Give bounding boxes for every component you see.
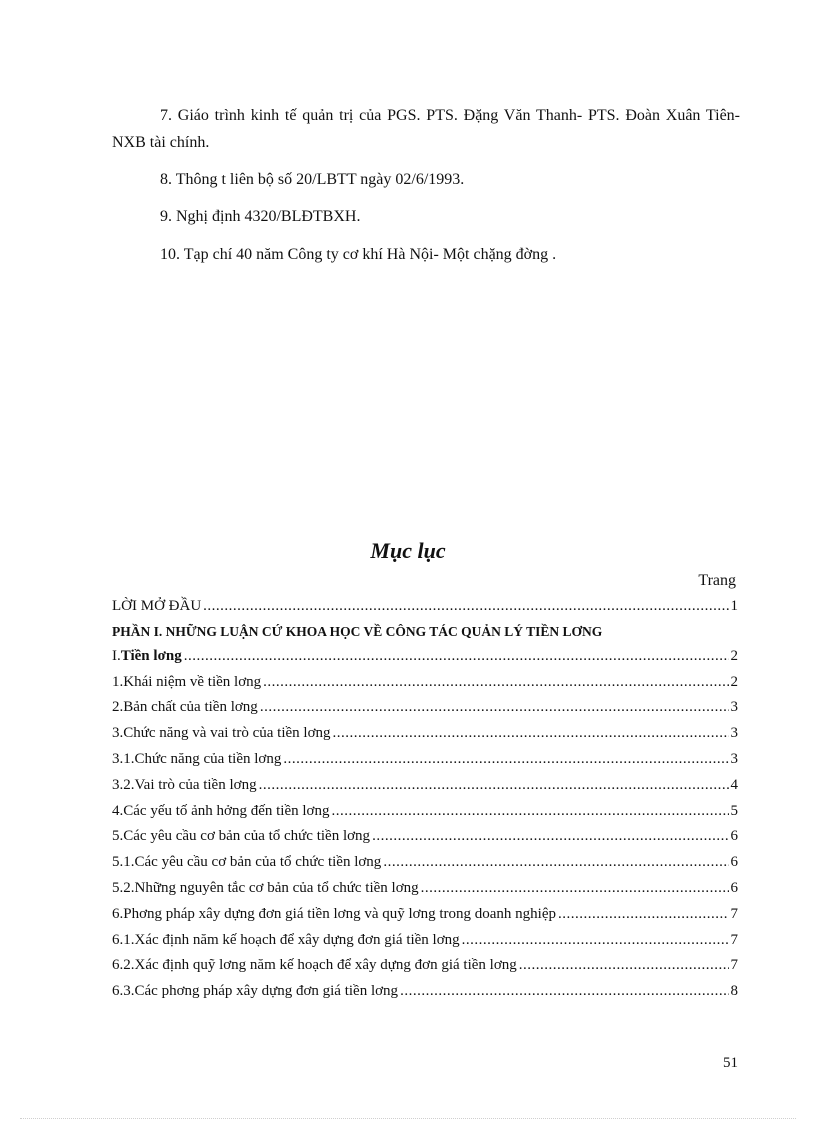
dot-leader [184,648,729,665]
toc-entry [112,983,738,1009]
toc-entry-page: 8 [730,983,738,1000]
toc-part-heading: PHẦN I. NHỮNG LUẬN CỨ KHOA HỌC VỀ CÔNG TÁC QUẢN LÝ TIỀN LƠNG [112,623,603,639]
toc-entry-label: 5.2.Những nguyên tắc cơ bản của tổ chức tiền lơng [112,879,419,896]
reference-9: 9. Nghị định 4320/BLĐTBXH. [160,208,361,225]
toc-entry-label: 6.1.Xác định năm kế hoạch để xây dựng đơn giá tiền lơng [112,931,460,948]
toc-entry-label [112,648,182,665]
toc-entry-page: 2 [730,647,738,664]
toc-entry-label: 3.Chức năng và vai trò của tiền lơng [112,725,331,742]
dot-leader [263,674,728,691]
toc-entry-page: 3 [730,725,738,742]
toc-entry-label: 6.Phơng pháp xây dựng đơn giá tiền lơng và quỹ lơng trong doanh nghiệp [112,905,556,922]
dot-leader [383,854,728,871]
toc-entry-label: 6.3.Các phơng pháp xây dựng đơn giá tiền lơng [112,983,399,1000]
section-prefix: I. [112,647,121,664]
toc-entry [112,803,738,829]
toc-entry-label: 3.1.Chức năng của tiền lơng [112,750,282,767]
dot-leader [333,725,729,742]
toc-entry-label: 6.2.Xác định quỹ lơng năm kế hoạch để xây dựng đơn giá tiền lơng [112,957,517,974]
toc-entry-label: 3.2.Vai trò của tiền lơng [112,776,257,793]
toc-entry-page: 7 [730,931,738,948]
dot-leader [421,880,729,897]
toc-entry-page: 2 [730,673,738,690]
toc-entry-page: 3 [730,750,738,767]
reference-7: 7. Giáo trình kinh tế quản trị của PGS. PTS. Đặng Văn Thanh- PTS. Đoàn Xuân Tiên- NXB tài chính. [112,107,740,151]
toc-entry [112,880,738,906]
dot-leader [372,828,728,845]
dot-leader [519,957,729,974]
footer-divider [20,1118,796,1119]
section-title: Tiền lơng [120,647,182,664]
toc-entry [112,751,738,777]
dot-leader [259,777,729,794]
toc-entry [112,777,738,803]
toc-entry-label: 5.Các yêu cầu cơ bản của tổ chức tiền lơng [112,828,371,845]
toc-entry-page: 7 [730,905,738,922]
dot-leader [400,983,728,1000]
dot-leader [283,751,728,768]
dot-leader [332,803,729,820]
toc-entry [112,699,738,725]
toc-entry-label: 2.Bản chất của tiền lơng [112,699,258,716]
toc-entry-page: 4 [730,776,738,793]
table-of-contents [112,598,738,1009]
toc-entry [112,674,738,700]
toc-entry-list [112,674,738,1009]
toc-title: Mục lục [370,538,446,563]
toc-entry [112,828,738,854]
page-number: 51 [723,1055,738,1071]
toc-entry [112,906,738,932]
dot-leader [203,598,728,615]
toc-entry [112,854,738,880]
reference-8: 8. Thông t liên bộ số 20/LBTT ngày 02/6/1993. [160,171,465,188]
toc-entry-page: 6 [730,879,738,896]
reference-10: 10. Tạp chí 40 năm Công ty cơ khí Hà Nội- Một chặng đờng . [160,246,557,263]
toc-entry-label: LỜI MỞ ĐẦU [112,598,202,614]
toc-entry-intro [112,598,738,624]
toc-entry-page: 3 [730,699,738,716]
toc-entry-section [112,648,738,674]
dot-leader [462,932,729,949]
toc-entry [112,957,738,983]
toc-entry-page: 7 [730,957,738,974]
toc-entry-label: 5.1.Các yêu cầu cơ bản của tổ chức tiền lơng [112,854,382,871]
toc-entry-label: 1.Khái niệm về tiền lơng [112,673,262,690]
dot-leader [260,699,729,716]
toc-page-header: Trang [698,572,736,589]
toc-entry-page: 1 [730,598,738,614]
toc-entry [112,932,738,958]
toc-entry-page: 5 [730,802,738,819]
dot-leader [558,906,729,923]
toc-entry-label: 4.Các yếu tố ảnh hởng đến tiền lơng [112,802,330,819]
toc-entry-page: 6 [730,828,738,845]
toc-entry-page: 6 [730,854,738,871]
toc-entry [112,725,738,751]
